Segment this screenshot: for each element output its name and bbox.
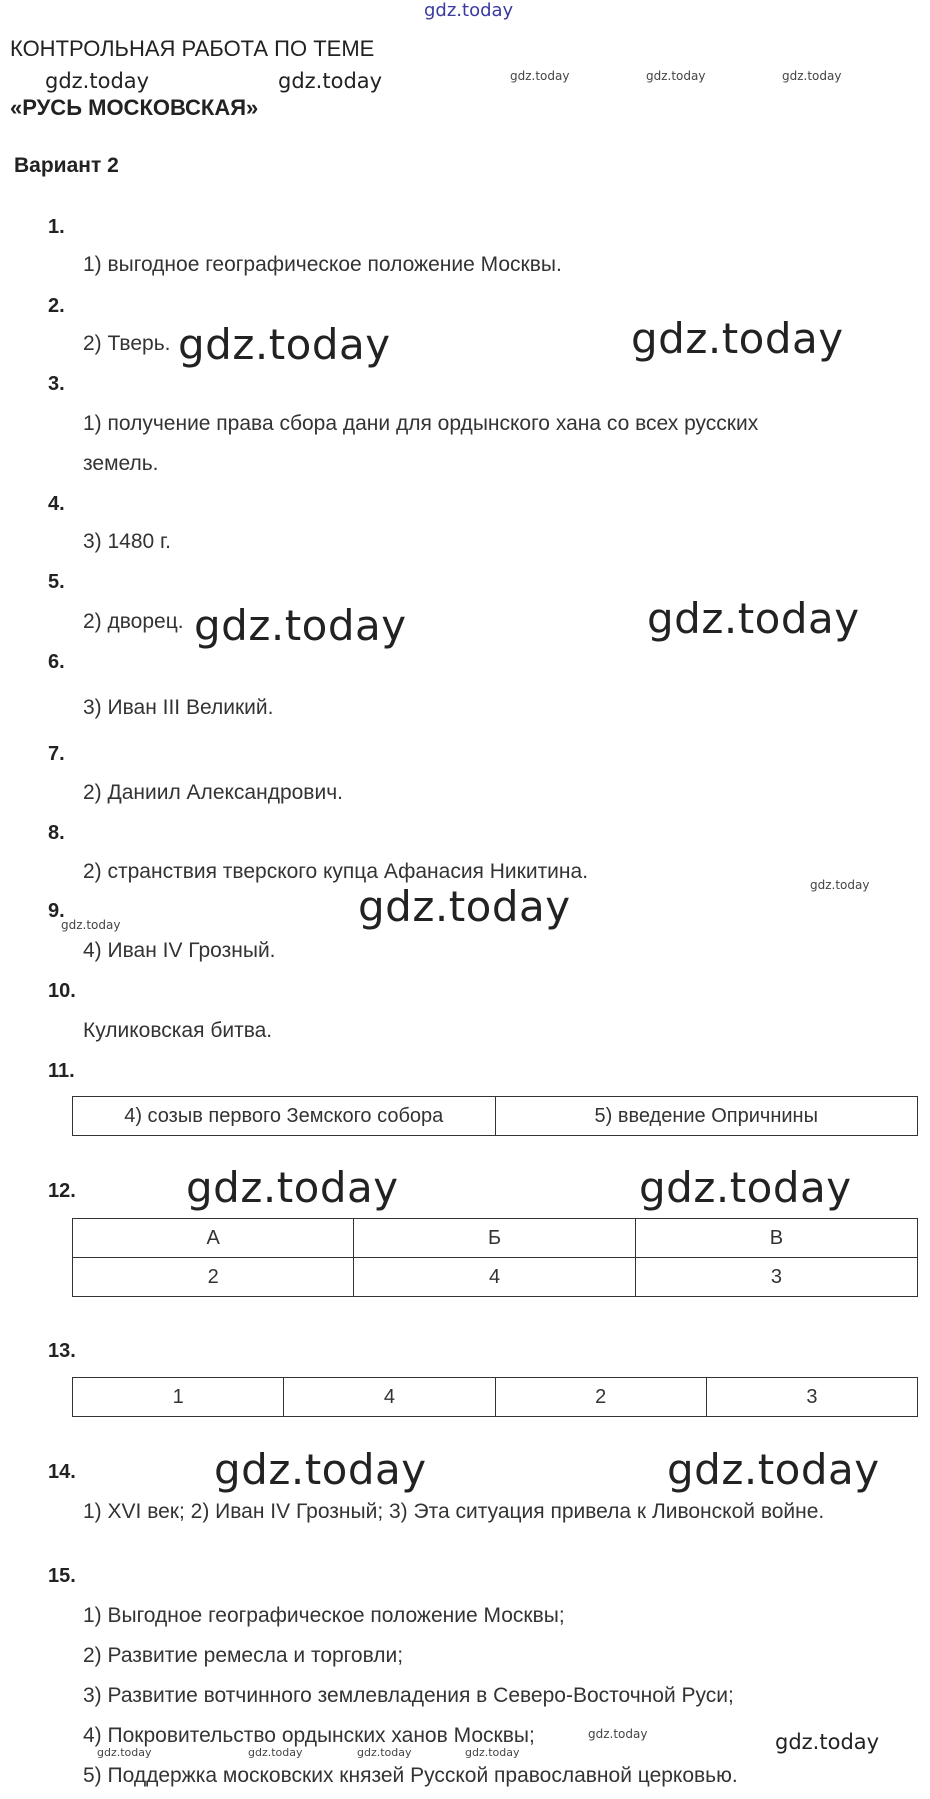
answer-number: 6. — [48, 651, 65, 673]
answer-text: 2) Тверь. — [83, 332, 171, 355]
answer-number: 7. — [48, 743, 65, 765]
answer-number: 12. — [48, 1180, 76, 1202]
list-item: 4) Покровительство ордынских ханов Москвы; — [83, 1724, 535, 1747]
answer-number: 3. — [48, 373, 65, 395]
watermark: gdz.today — [810, 878, 870, 892]
watermark: gdz.today — [358, 882, 571, 931]
answer-number: 5. — [48, 571, 65, 593]
table-cell: 5) введение Опричнины — [495, 1097, 918, 1136]
answer-text: 4) Иван IV Грозный. — [83, 939, 276, 962]
watermark: gdz.today — [510, 69, 570, 83]
watermark: gdz.today — [647, 594, 860, 643]
answer-text: 2) дворец. — [83, 610, 184, 633]
list-item: 5) Поддержка московских князей Русской православной церковью. — [83, 1764, 738, 1787]
answer-text: 2) Даниил Александрович. — [83, 781, 343, 804]
watermark: gdz.today — [465, 1746, 520, 1759]
answer-number: 11. — [48, 1060, 75, 1082]
answer-number: 1. — [48, 216, 65, 238]
table-header-cell: А — [73, 1219, 354, 1258]
watermark: gdz.today — [178, 320, 391, 369]
answer-11-table — [72, 1096, 918, 1136]
answer-number: 13. — [48, 1340, 76, 1362]
watermark: gdz.today — [61, 918, 121, 932]
table-header-cell: В — [635, 1219, 917, 1258]
answer-12-table — [72, 1218, 918, 1297]
answer-text: 1) выгодное географическое положение Москвы. — [83, 253, 562, 276]
answer-text: 1) получение права сбора дани для ордынского хана со всех русских — [83, 412, 759, 435]
table-cell: 4) созыв первого Земского собора — [73, 1097, 496, 1136]
table-cell: 2 — [495, 1378, 706, 1417]
title-line-2: «РУСЬ МОСКОВСКАЯ» — [10, 95, 259, 120]
answer-number: 10. — [48, 980, 76, 1002]
answer-text: 3) Иван III Великий. — [83, 696, 274, 719]
watermark: gdz.today — [214, 1445, 427, 1494]
answer-number: 14. — [48, 1461, 76, 1483]
answer-text: 1) XVI век; 2) Иван IV Грозный; 3) Эта ситуация привела к Ливонской войне. — [83, 1500, 825, 1523]
watermark: gdz.today — [424, 0, 514, 21]
answer-13-table — [72, 1377, 918, 1417]
watermark: gdz.today — [639, 1163, 852, 1212]
watermark: gdz.today — [194, 601, 407, 650]
answer-number: 4. — [48, 493, 65, 515]
table-cell: 4 — [284, 1378, 495, 1417]
answer-text: земель. — [83, 452, 159, 475]
answer-number: 8. — [48, 822, 65, 844]
answer-text: 3) 1480 г. — [83, 530, 171, 553]
answer-text: Куликовская битва. — [83, 1019, 273, 1042]
watermark: gdz.today — [186, 1163, 399, 1212]
table-cell: 4 — [354, 1258, 635, 1297]
list-item: 2) Развитие ремесла и торговли; — [83, 1644, 404, 1667]
watermark: gdz.today — [775, 1730, 880, 1754]
table-cell: 1 — [73, 1378, 284, 1417]
table-header-cell: Б — [354, 1219, 635, 1258]
answer-text: 2) странствия тверского купца Афанасия Никитина. — [83, 860, 589, 883]
list-item: 3) Развитие вотчинного землевладения в Северо-Восточной Руси; — [83, 1684, 734, 1707]
table-cell: 3 — [635, 1258, 917, 1297]
answer-number: 9. — [48, 900, 65, 922]
table-cell: 3 — [706, 1378, 917, 1417]
watermark: gdz.today — [248, 1746, 303, 1759]
watermark: gdz.today — [667, 1445, 880, 1494]
watermark: gdz.today — [97, 1746, 152, 1759]
answer-number: 2. — [48, 295, 65, 317]
list-item: 1) Выгодное географическое положение Москвы; — [83, 1604, 565, 1627]
watermark: gdz.today — [646, 69, 706, 83]
table-cell: 2 — [73, 1258, 354, 1297]
watermark: gdz.today — [588, 1727, 648, 1741]
watermark: gdz.today — [278, 69, 383, 93]
title-line-1: КОНТРОЛЬНАЯ РАБОТА ПО ТЕМЕ — [10, 36, 375, 61]
watermark: gdz.today — [782, 69, 842, 83]
variant-label: Вариант 2 — [14, 154, 119, 177]
answer-number: 15. — [48, 1565, 76, 1587]
watermark: gdz.today — [45, 69, 150, 93]
watermark: gdz.today — [631, 314, 844, 363]
watermark: gdz.today — [357, 1746, 412, 1759]
